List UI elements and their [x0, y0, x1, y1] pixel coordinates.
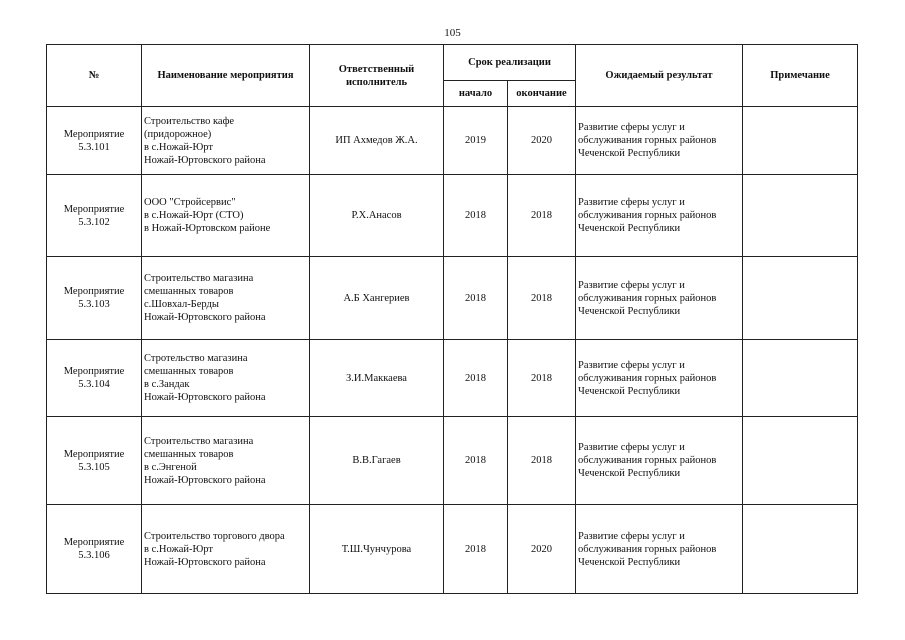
measure-name-line: с.Шовхал-Берды: [144, 299, 219, 310]
table-row: [47, 257, 858, 340]
measure-start-year: 2019: [444, 107, 508, 175]
measure-result-line: Развитие сферы услуг и: [578, 279, 685, 291]
header-end: окончание: [508, 81, 576, 107]
measure-number-line: Мероприятие: [63, 366, 125, 377]
measure-result: [576, 257, 743, 340]
measure-result-line: Чеченской Республики: [578, 223, 681, 234]
measure-number-line: 5.3.104: [78, 379, 110, 390]
measure-result: [576, 417, 743, 505]
measure-name: [142, 417, 310, 505]
measure-executor: Р.Х.Анасов: [310, 175, 444, 257]
measure-name-line: Строительство кафе: [144, 115, 235, 127]
measure-name-line: в с.Ножай-Юрт (СТО): [144, 210, 244, 221]
measure-result-line: обслуживания горных районов: [578, 455, 717, 466]
measure-result-line: Развитие сферы услуг и: [578, 359, 685, 371]
measure-name-line: Стротельство магазина: [144, 353, 248, 364]
measure-result-line: обслуживания горных районов: [578, 292, 717, 304]
measure-name: [142, 257, 310, 340]
measure-result: [576, 505, 743, 594]
measure-result-line: Чеченской Республики: [578, 556, 681, 568]
header-num: №: [47, 45, 142, 107]
measure-start-year: 2018: [444, 175, 508, 257]
measure-name-line: Ножай-Юртовского района: [144, 556, 266, 568]
measure-name-line: Строительство торгового двора: [144, 530, 285, 542]
measure-result: [576, 340, 743, 417]
measure-name-line: Ножай-Юртовского района: [144, 312, 266, 323]
measure-result: [576, 107, 743, 175]
measure-executor: В.В.Гагаев: [310, 417, 444, 505]
measure-number-line: Мероприятие: [63, 203, 125, 215]
measure-number-line: 5.3.106: [78, 550, 110, 561]
measure-executor: А.Б Хангериев: [310, 257, 444, 340]
measure-result-line: Чеченской Республики: [578, 468, 681, 479]
measure-note: [743, 175, 858, 257]
measure-result-line: Развитие сферы услуг и: [578, 530, 685, 542]
table-row: [47, 417, 858, 505]
measure-number-line: Мероприятие: [63, 286, 125, 297]
header-executor: Ответственный исполнитель: [310, 45, 444, 107]
measure-result-line: Чеченской Республики: [578, 148, 681, 159]
measure-result-line: Чеченской Республики: [578, 305, 681, 317]
measure-result-line: обслуживания горных районов: [578, 372, 717, 384]
measure-name: [142, 340, 310, 417]
measure-name-line: в с.Ножай-Юрт: [144, 141, 213, 153]
measure-start-year: 2018: [444, 505, 508, 594]
measure-executor: Т.Ш.Чунчурова: [310, 505, 444, 594]
header-start: начало: [444, 81, 508, 107]
measure-name-line: ООО "Стройсервис": [144, 197, 236, 208]
measure-name: [142, 107, 310, 175]
measures-table: [46, 44, 858, 594]
measure-name-line: смешанных товаров: [144, 286, 234, 297]
measure-end-year: 2018: [508, 340, 576, 417]
measure-name-line: в с.Энгеной: [144, 461, 197, 473]
measure-name-line: смешанных товаров: [144, 448, 234, 460]
measure-result-line: обслуживания горных районов: [578, 135, 717, 146]
measure-number-line: Мероприятие: [63, 537, 125, 548]
measure-result-line: Развитие сферы услуг и: [578, 442, 685, 453]
measure-name-line: Строительство магазина: [144, 273, 254, 284]
measure-number-line: Мероприятие: [63, 128, 125, 140]
measure-end-year: 2018: [508, 257, 576, 340]
table-row: [47, 175, 858, 257]
header-name: Наименование мероприятия: [142, 45, 310, 107]
header-note: Примечание: [743, 45, 858, 107]
table-row: [47, 340, 858, 417]
measure-number-line: 5.3.102: [78, 216, 110, 228]
measure-result-line: Развитие сферы услуг и: [578, 122, 685, 133]
measure-result: [576, 175, 743, 257]
measure-number-line: Мероприятие: [63, 448, 125, 460]
measure-end-year: 2018: [508, 175, 576, 257]
measure-note: [743, 505, 858, 594]
measure-name-line: Ножай-Юртовского района: [144, 474, 266, 486]
measure-name-line: смешанных товаров: [144, 366, 234, 377]
header-period: Срок реализации: [444, 45, 576, 81]
measure-number: [47, 417, 142, 505]
measure-number: [47, 257, 142, 340]
measure-executor: З.И.Маккаева: [310, 340, 444, 417]
measure-start-year: 2018: [444, 340, 508, 417]
measure-start-year: 2018: [444, 257, 508, 340]
measure-name-line: Ножай-Юртовского района: [144, 154, 266, 166]
measure-note: [743, 107, 858, 175]
table-row: [47, 107, 858, 175]
measure-number: [47, 340, 142, 417]
measure-name-line: в Ножай-Юртовском районе: [144, 223, 271, 234]
measure-name-line: (придорожное): [144, 128, 212, 140]
measure-start-year: 2018: [444, 417, 508, 505]
measure-number-line: 5.3.101: [78, 141, 110, 153]
measure-name: [142, 175, 310, 257]
measure-result-line: Чеченской Республики: [578, 385, 681, 397]
measure-note: [743, 257, 858, 340]
measure-number-line: 5.3.103: [78, 299, 110, 310]
header-row: [47, 45, 858, 81]
measure-number: [47, 175, 142, 257]
measure-number: [47, 505, 142, 594]
measure-number: [47, 107, 142, 175]
measure-end-year: 2020: [508, 107, 576, 175]
table-row: [47, 505, 858, 594]
measure-name-line: в с.Зандак: [144, 379, 190, 390]
measure-number-line: 5.3.105: [78, 461, 110, 473]
measure-end-year: 2020: [508, 505, 576, 594]
header-result: Ожидаемый результат: [576, 45, 743, 107]
measure-executor: ИП Ахмедов Ж.А.: [310, 107, 444, 175]
measure-result-line: обслуживания горных районов: [578, 210, 717, 221]
measure-name-line: в с.Ножай-Юрт: [144, 543, 213, 555]
measure-name-line: Ножай-Юртовского района: [144, 392, 266, 403]
measure-name: [142, 505, 310, 594]
measure-name-line: Строительство магазина: [144, 435, 254, 447]
measure-end-year: 2018: [508, 417, 576, 505]
measure-note: [743, 340, 858, 417]
measure-result-line: обслуживания горных районов: [578, 543, 717, 555]
measure-note: [743, 417, 858, 505]
page-number: 105: [444, 27, 461, 39]
measure-result-line: Развитие сферы услуг и: [578, 197, 685, 208]
